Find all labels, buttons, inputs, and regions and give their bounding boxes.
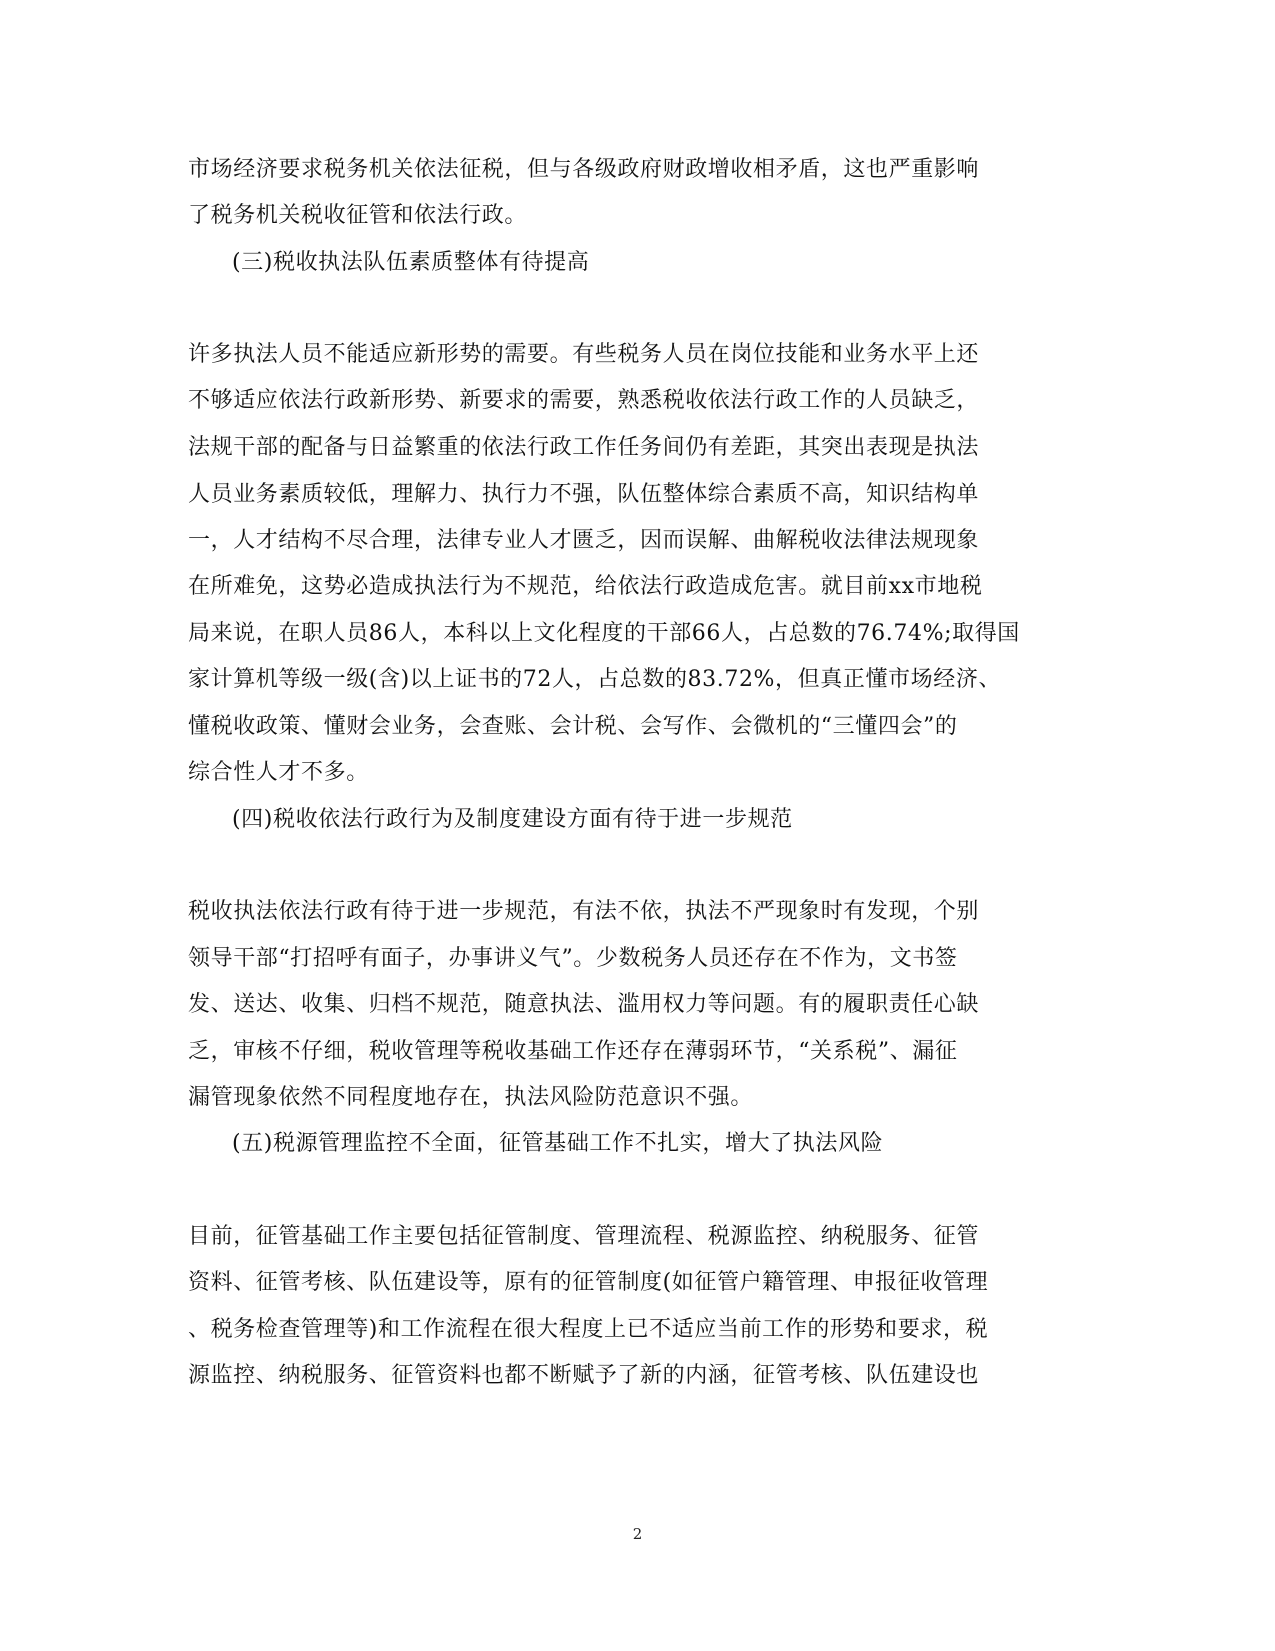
section-heading: (四)税收依法行政行为及制度建设方面有待于进一步规范 [232,807,793,832]
body-text-line: 一，人才结构不尽合理，法律专业人才匮乏，因而误解、曲解税收法律法规现象 [188,528,980,553]
body-text-line: 懂税收政策、懂财会业务，会查账、会计税、会写作、会微机的“三懂四会”的 [188,714,958,739]
body-text-line: 乏，审核不仔细，税收管理等税收基础工作还存在薄弱环节，“关系税”、漏征 [188,1039,958,1064]
body-text-line: 法规干部的配备与日益繁重的依法行政工作任务间仍有差距，其突出表现是执法 [188,435,980,460]
body-text-line: 在所难免，这势必造成执法行为不规范，给依法行政造成危害。就目前xx市地税 [188,574,983,599]
section-heading: (三)税收执法队伍素质整体有待提高 [232,250,590,275]
body-text-line: 发、送达、收集、归档不规范，随意执法、滥用权力等问题。有的履职责任心缺 [188,992,980,1017]
body-text-line: 源监控、纳税服务、征管资料也都不断赋予了新的内涵，征管考核、队伍建设也 [188,1363,980,1388]
section-heading: (五)税源管理监控不全面，征管基础工作不扎实，增大了执法风险 [232,1131,884,1156]
body-text-line: 局来说，在职人员86人，本科以上文化程度的干部66人，占总数的76.74%;取得国 [188,621,1020,646]
body-text-line: 不够适应依法行政新形势、新要求的需要，熟悉税收依法行政工作的人员缺乏， [188,388,980,413]
page-number: 2 [632,1525,643,1543]
body-text-line: 综合性人才不多。 [188,760,369,785]
body-text-line: 许多执法人员不能适应新形势的需要。有些税务人员在岗位技能和业务水平上还 [188,342,980,367]
body-text-line: 资料、征管考核、队伍建设等，原有的征管制度(如征管户籍管理、申报征收管理 [188,1270,989,1295]
body-text-line: 漏管现象依然不同程度地存在，执法风险防范意识不强。 [188,1085,754,1110]
body-text-line: 、税务检查管理等)和工作流程在很大程度上已不适应当前工作的形势和要求，税 [188,1317,989,1342]
body-text-line: 人员业务素质较低，理解力、执行力不强，队伍整体综合素质不高，知识结构单 [188,482,980,507]
body-text-line: 目前，征管基础工作主要包括征管制度、管理流程、税源监控、纳税服务、征管 [188,1224,980,1249]
body-text-line: 税收执法依法行政有待于进一步规范，有法不依，执法不严现象时有发现，个别 [188,899,980,924]
body-text-line: 领导干部“打招呼有面子，办事讲义气”。少数税务人员还存在不作为，文书签 [188,946,958,971]
body-text-line: 家计算机等级一级(含)以上证书的72人，占总数的83.72%，但真正懂市场经济、 [188,667,1002,692]
body-text-line: 市场经济要求税务机关依法征税，但与各级政府财政增收相矛盾，这也严重影响 [188,157,980,182]
body-text-line: 了税务机关税收征管和依法行政。 [188,203,528,228]
